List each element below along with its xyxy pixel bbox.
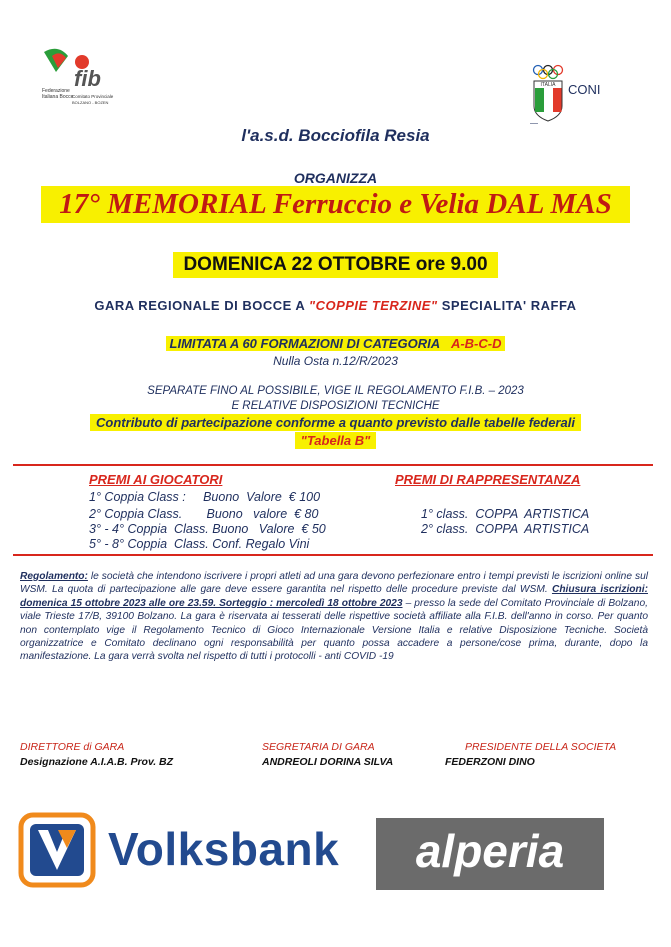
player-prize-1: 1° Coppia Class : Buono Valore € 100 (89, 490, 321, 504)
title-block (0, 186, 671, 223)
alperia-logo (376, 818, 604, 890)
limit-block (166, 336, 506, 351)
director-role: DIRETTORE di GARA (20, 741, 125, 753)
fib-logo (38, 46, 116, 116)
fib-emblem-icon (38, 46, 116, 116)
rep-prize-1: 1° class. COPPA ARTISTICA (421, 507, 590, 521)
player-prize-4: 5° - 8° Coppia Class. Conf. Regalo Vini (89, 537, 310, 551)
secretary-name: ANDREOLI DORINA SILVA (262, 756, 394, 768)
player-prize-2: 2° Coppia Class. Buono valore € 80 (89, 507, 319, 521)
categories: A-B-C-D (450, 336, 502, 351)
prizes-section (13, 464, 653, 556)
gara-suffix: SPECIALITA' RAFFA (437, 298, 577, 313)
coni-text: CONI (568, 82, 601, 97)
regolamento-label: Regolamento: (20, 571, 88, 582)
volksbank-v-icon (18, 812, 96, 888)
date-block (0, 252, 671, 278)
gara-type: "COPPIE TERZINE" (308, 298, 438, 313)
coni-logo (530, 64, 640, 124)
tabella-block (0, 432, 671, 450)
limit-text: LIMITATA A 60 FORMAZIONI DI CATEGORIA (169, 336, 441, 351)
contribution-block (0, 414, 671, 432)
fib-line1: Federazione (42, 88, 70, 94)
secretary-role: SEGRETARIA DI GARA (262, 741, 375, 753)
rep-prizes-heading: PREMI DI RAPPRESENTANZA (395, 472, 581, 487)
contribution-text: Contributo di partecipazione conforme a quanto previsto dalle tabelle federali (90, 414, 581, 431)
event-date: DOMENICA 22 OTTOBRE ore 9.00 (173, 252, 497, 278)
president-role: PRESIDENTE DELLA SOCIETA (465, 741, 617, 753)
fib-line4: BOLZANO - BOZEN (72, 100, 109, 105)
regolamento-paragraph (20, 570, 648, 664)
tabella-text: "Tabella B" (295, 432, 377, 449)
fib-mark: fib (74, 66, 101, 91)
limit-line (0, 336, 671, 351)
players-prizes-heading: PREMI AI GIOCATORI (89, 472, 223, 487)
coni-emblem-icon (530, 64, 640, 124)
fib-line3: Comitato Provinciale (72, 94, 114, 99)
fib-line2: Italiana Bocce (42, 94, 74, 100)
director-name: Designazione A.I.A.B. Prov. BZ (20, 756, 174, 768)
nulla-osta: Nulla Osta n.12/R/2023 (273, 354, 398, 368)
club-name: l'a.s.d. Bocciofila Resia (241, 126, 430, 145)
rules-line-2: E RELATIVE DISPOSIZIONI TECNICHE (231, 400, 440, 412)
organizza-label: ORGANIZZA (293, 170, 378, 186)
event-title: 17° MEMORIAL Ferruccio e Velia DAL MAS (41, 186, 629, 223)
player-prize-3: 3° - 4° Coppia Class. Buono Valore € 50 (89, 522, 326, 536)
gara-description (0, 298, 671, 313)
president-name: FEDERZONI DINO (445, 756, 535, 768)
rep-prize-2: 2° class. COPPA ARTISTICA (421, 522, 590, 536)
volksbank-logo-mark (18, 812, 96, 888)
rules-line-1: SEPARATE FINO AL POSSIBILE, VIGE IL REGOLAMENTO F.I.B. – 2023 (147, 385, 524, 397)
alperia-wordmark: alperia (415, 825, 565, 877)
gara-prefix: GARA REGIONALE DI BOCCE A (94, 298, 309, 313)
volksbank-wordmark: Volksbank (108, 823, 340, 875)
regolamento-part1: le società che intendono iscrivere i propri atleti ad una gara devono perfezionare entro i tempi previsti le iscrizioni online sul WSM. La quota di partecipazione alle gare deve essere garantita nel rispetto delle procedure previste dal WSM. (20, 571, 648, 596)
regolamento-part2: – presso la sede del Comitato Provinciale di Bolzano, viale Trieste 17/B, 39100 Bolzano. La gara è riservata ai tesserati delle rispettive società affiliate alla F.I.B. dell'anno in corso. Per quanto non contemplato vige il Regolamento Tecnico di Gioco Internazionale Versione Italia e relative Disposizione Tecniche. Società organizzatrice e Comitato declinano ogni responsabilità per quanto possa accadere a persone/cose prima, durante, dopo la manifestazione. La gara verrà svolta nel rispetto di tutti i protocolli - anti COVID -19 (20, 597, 648, 663)
coni-shield-text: ITALIA (540, 82, 556, 88)
regolamento-closing: Chiusura iscrizioni: domenica 15 ottobre 2023 alle ore 23.59. Sorteggio : mercoledì 18 ottobre 2023 (20, 584, 648, 609)
